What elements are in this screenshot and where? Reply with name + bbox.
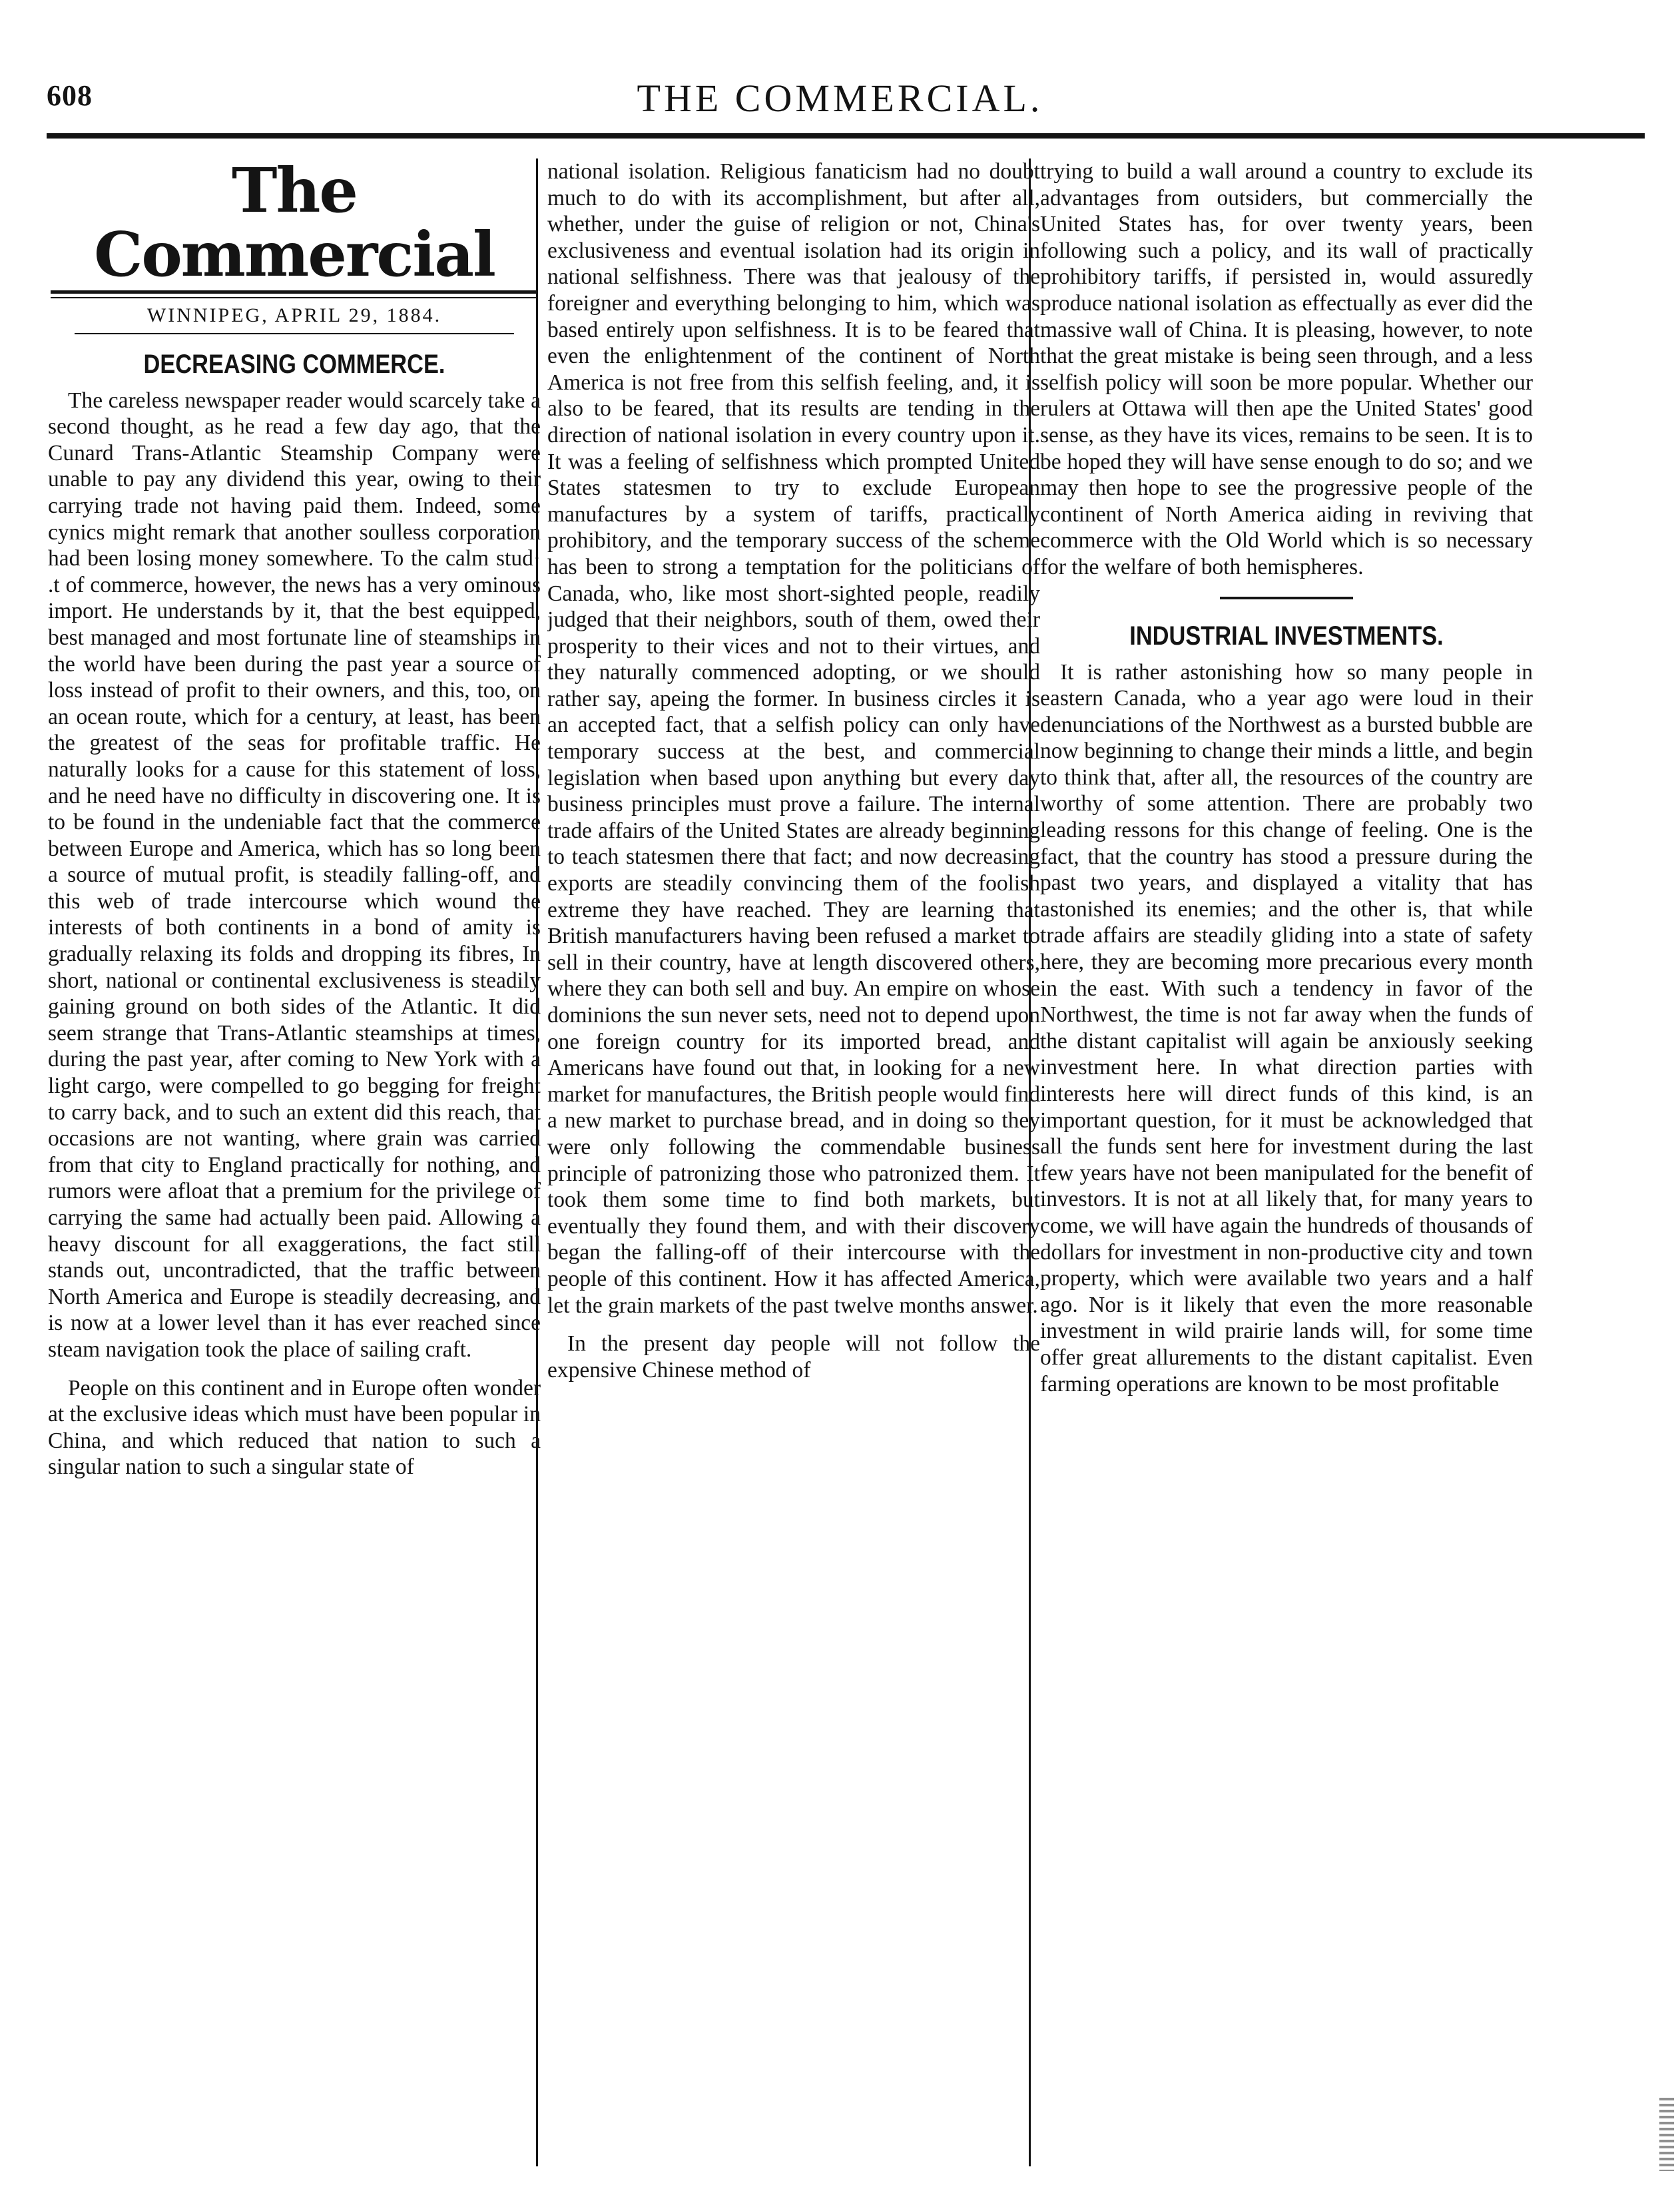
dateline: WINNIPEG, APRIL 29, 1884.: [146, 304, 442, 326]
header-rule: [47, 133, 1645, 139]
masthead-rule: [51, 290, 538, 298]
article-headline: INDUSTRIAL INVESTMENTS.: [1129, 621, 1444, 651]
running-head: THE COMMERCIAL.: [637, 77, 1043, 120]
article-separator: [1220, 597, 1353, 599]
article-paragraph: It is rather astonishing how so many people in eastern Canada, who a year ago were loud in their denunciations of the Northwest as a bursted bubble are now beginning to change their minds a little, and begin to think that, after all, the resources of the country are worthy of some attention. There are probably two leading ressons for this change of feeling. One is the fact, that the country has stood a pressure during the past two years, and displayed a vitality that has astonished its enemies; and the other is, that while trade affairs are steadily gliding into a state of safety here, they are becoming more precarious every month in the east. With such a tendency in favor of the Northwest, the time is not far away when the funds of the distant capitalist will again be anxiously seeking investment here. In what direction parties with interests here will direct funds of this kind, is an important question, for it must be acknowledged that all the funds sent here for investment during the last few years have not been manipulated for the benefit of investors. It is not at all likely that, for many years to come, we will have again the hundreds of thousands of dollars for investment in non-productive city and town property, which were available two years and a half ago. Nor is it likely that even the more reasonable investment in wild prairie lands will, for some time offer great allurements to the distant capitalist. Even farming operations are known to be most profitable: [1040, 659, 1533, 1397]
article-paragraph: national isolation. Religious fanaticism had no doubt much to do with its accomplishment, but after all, whether, under the guise of religion or not, China's exclusiveness and eventual isolation had its origin in national selfishness. There was that jealousy of the foreigner and everything belonging to him, which was based entirely upon selfishness. It is to be feared that even the enlightenment of the continent of North America is not free from this selfish feeling, and, it is also to be feared, that its results are tending in the direction of national isolation in every country upon it. It was a feeling of selfishness which prompted United States statesmen to try to exclude European manufactures by a system of tariffs, practically prohibitory, and the temporary success of the scheme has been to strong a temptation for the politicians of Canada, who, like most short-sighted people, readily judged that their neighbors, south of them, owed their prosperity to their vices and not to their virtues, and they naturally commenced adopting, or we should rather say, apeing the former. In business circles it is an accepted fact, that a selfish policy can only have temporary success at the best, and commercial legislation when based upon anything but every day business principles must prove a failure. The internal trade affairs of the United States are already beginning to teach statesmen there that fact; and now decreasing exports are steadily convincing them of the foolish extreme they have reached. They are learning that British manufacturers having been refused a market to sell in their country, have at length discovered others, where they can both sell and buy. An empire on whose dominions the sun never sets, need not to depend upon one foreign country for its imported bread, and Americans have found out that, in looking for a new market for manufactures, the British people would find a new market to purchase bread, and in doing so they were only following the commendable business principle of patronizing those who patronized them. It took them some time to find both markets, but eventually they found them, and with their discovery began the falling-off of their intercourse with the people of this continent. How it has affected America, let the grain markets of the past twelve months answer.: [547, 159, 1040, 1318]
article-headline: DECREASING COMMERCE.: [143, 349, 445, 379]
article-paragraph: In the present day people will not follow the expensive Chinese method of: [547, 1331, 1040, 1383]
article-paragraph: People on this continent and in Europe often wonder at the exclusive ideas which must have been popular in China, and which reduced that nation to such a singular nation to such a singular state of: [48, 1375, 541, 1480]
article-paragraph: The careless newspaper reader would scarcely take a second thought, as he read a few day ago, that the Cunard Trans-Atlantic Steamship Company were unable to pay any dividend this year, owing to their carrying trade not having paid them. Indeed, some cynics might remark that another soulless corporation had been losing money somewhere. To the calm stud· .t of commerce, however, the news has a very ominous import. He understands by it, that the best equipped, best managed and most fortunate line of steamships in the world have been during the past year a source of loss instead of profit to their owners, and this, too, on an ocean route, which for a century, at least, has been the greatest of the seas for profitable traffic. He naturally looks for a cause for this statement of loss, and he need have no difficulty in discovering one. It is to be found in the undeniable fact that the commerce between Europe and America, which has so long been a source of mutual profit, is steadily falling-off, and this web of trade intercourse which wound the interests of both continents in a bond of amity is gradually relaxing its folds and dropping its fibres, In short, national or continental exclusiveness is steadily gaining ground on both sides of the Atlantic. It did seem strange that Trans-Atlantic steamships at times, during the past year, after coming to New York with a light cargo, were compelled to go begging for freight to carry back, and to such an extent did this reach, that occasions are not wanting, where grain was carried from that city to England practically for nothing, and rumors were afloat that a premium for the privilege of carrying the same had actually been paid. Allowing a heavy discount for all exaggerations, the fact still stands out, uncontradicted, that the traffic between North America and Europe is steadily decreasing, and is now at a lower level than it has ever reached since steam navigation took the place of sailing craft.: [48, 388, 541, 1362]
article-paragraph: trying to build a wall around a country to exclude its advantages from outsiders, but commercially the United States has, for over twenty years, been following such a policy, and its wall of practically prohibitory tariffs, if persisted in, would assuredly produce national isolation as effectually as ever did the massive wall of China. It is pleasing, however, to note that the great mistake is being seen through, and a less selfish policy will soon be more popular. Whether our rulers at Ottawa will then ape the United States' good sense, as they have its vices, remains to be seen. It is to be hoped they will have sense enough to do so; and we may then hope to see the progressive people of the continent of North America aiding in reviving that commerce with the Old World which is so necessary for the welfare of both hemispheres.: [1040, 159, 1533, 579]
scan-edge-mark: [1659, 2098, 1674, 2171]
column-2: [547, 158, 1040, 2166]
column-1: [48, 158, 541, 2166]
page-number: 608: [47, 79, 93, 112]
masthead-title: The Commercial: [94, 158, 495, 290]
dateline-rule: [75, 333, 514, 334]
column-3: [1040, 158, 1533, 2166]
